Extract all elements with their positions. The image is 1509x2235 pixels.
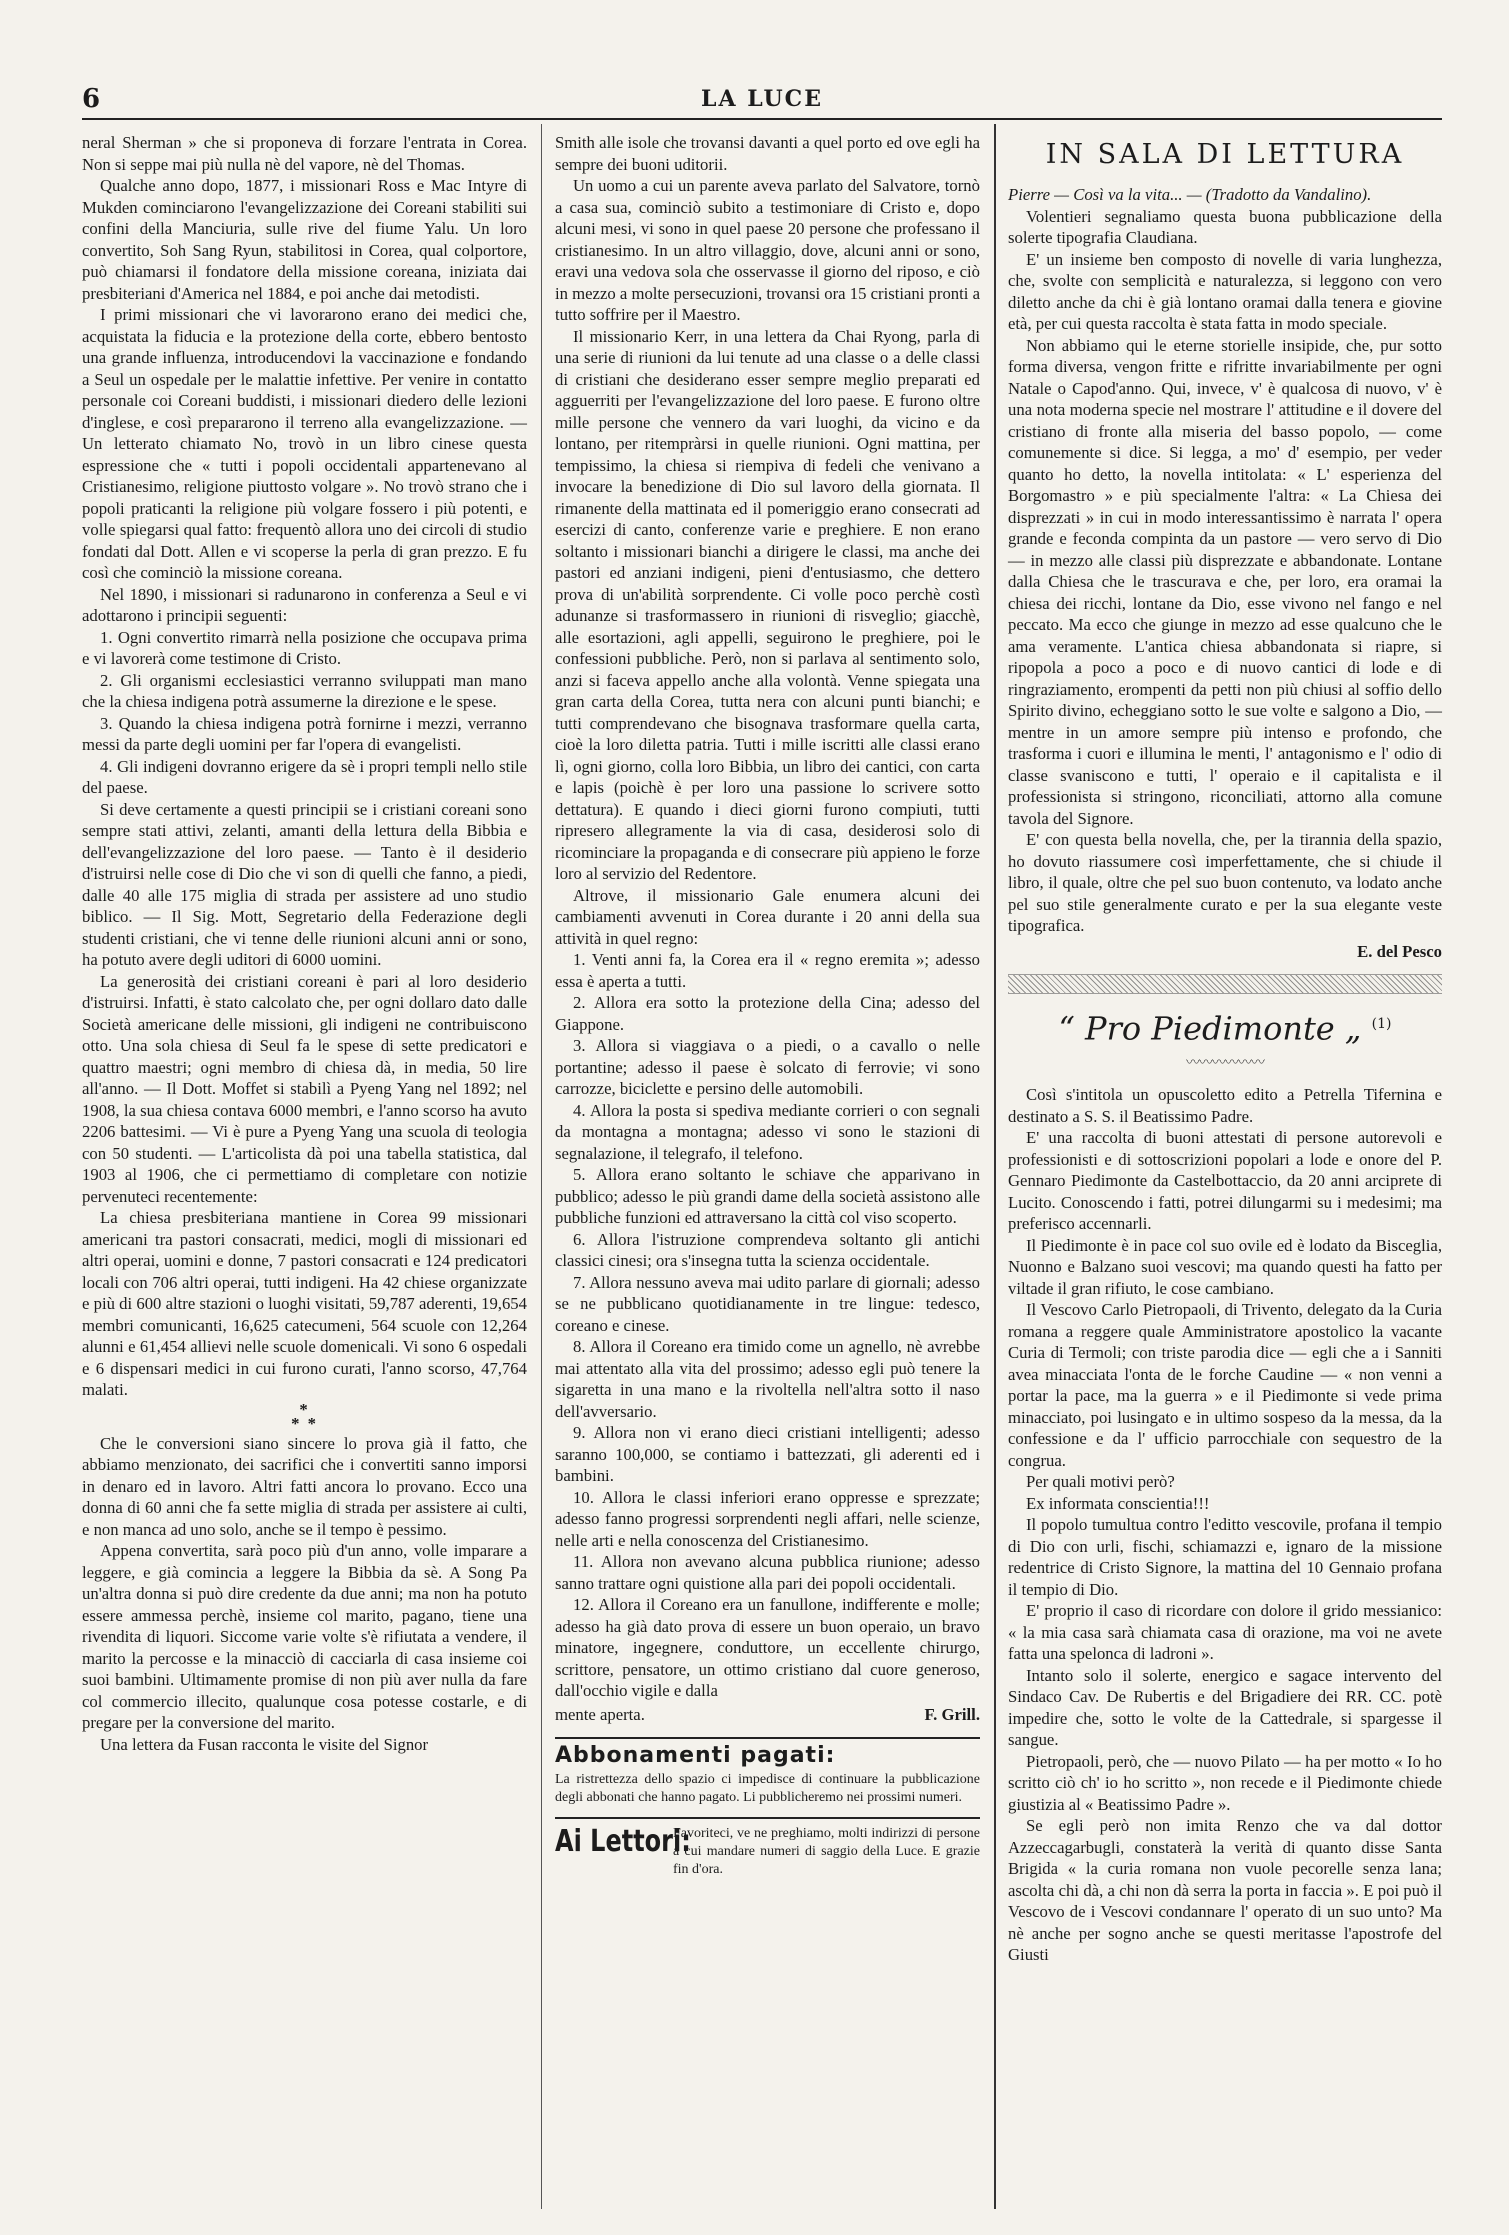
article-paragraph: Altrove, il missionario Gale enumera alcuni dei cambiamenti avvenuti in Corea durante i 20 anni della sua attività in quel regno: [555,885,980,948]
article-paragraph: Così s'intitola un opuscoletto edito a Petrella Tifernina e destinato a S. S. il Beatissimo Padre. [1008,1085,1442,1126]
pro-piedimonte-title: “ Pro Piedimonte „ [1058,1009,1362,1048]
article-paragraph: Smith alle isole che trovansi davanti a quel porto ed ove egli ha sempre dei buoni uditorii. [555,133,980,174]
article-paragraph: Il missionario Kerr, in una lettera da Chai Ryong, parla di una serie di riunioni da lui tenute ad una classe o a delle classi di cristiani che desiderano esser sempre meglio preparati ed agguerriti per l'evangelizzazione del loro paese. E furono oltre mille persone che vennero da vari luoghi, da vicino e da lontano, per ritempràrsi in quelle riunioni. Ogni mattina, per tempissimo, la chiesa si riempiva di fedeli che venivano a invocare la benedizione di Dio sul lavoro della giornata. Il rimanente della mattinata ed il pomeriggio erano consecrati ad esercizi di canto, conferenze varie e preghiere. E non erano soltanto i missionari bianchi a dirigere le classi, ma anche dei pastori ed anziani indigeni, pieni d'entusiasmo, che dettero prova di un'abilità sorprendente. Ci volle poco perchè costì adunanze si trasformassero in riunioni di risveglio; giacchè, alle esortazioni, agli appelli, seguirono le preghiere, poi le confessioni pubbliche. Però, non si parlava al sentimento solo, anzi si faceva appello anche alla volontà. Venne spiegata una gran carta della Corea, tutta nera con alcuni punti bianchi; e tutti comprendevano che bisognava trasformare quella carta, cioè la loro diletta patria. Tutti i mille iscritti alle classi erano lì, ogni giorno, colla loro Bibbia, un libro dei cantici, con carta e lapis (poichè è per loro una passione lo scrivere sotto dettatura). E quando i dieci giorni furono compiuti, tutti ripresero allegramente la via di casa, desiderosi solo di ricominciare la propaganda e di consecrare più appieno le forze loro al servizio del Redentore. [555,326,980,883]
list-item: 8. Allora il Coreano era timido come un agnello, nè avrebbe mai attentato alla vita del prossimo; adesso egli può tenere la sigaretta in una mano e la rivoltella nell'altra sotto il naso dell'avversario. [555,1337,980,1421]
lettori-text: Favoriteci, ve ne preghiamo, molti indirizzi di persone a cui mandare numeri di saggio della Luce. E grazie fin d'ora. [673,1825,980,1877]
column-1 [82,132,527,1755]
list-item: 4. Allora la posta si spediva mediante corrieri o con segnali da montagna a montagna; adesso vi sono le stazioni di segnalazione, il telegrafo, il telefono. [555,1100,980,1163]
article-paragraph: Volentieri segnaliamo questa buona pubblicazione della solerte tipografia Claudiana. [1008,206,1442,247]
list-item: 10. Allora le classi inferiori erano oppresse e sprezzate; adesso fanno progressi sorprendenti negli affari, nelle scienze, nelle arti e nella conoscenza del Cristianesimo. [555,1487,980,1550]
column-divider [541,124,542,2209]
article-paragraph: neral Sherman » che si proponeva di forzare l'entrata in Corea. Non si seppe mai più nulla nè del vapore, nè del Thomas. [82,133,527,174]
footnote-marker: (1) [1371,1016,1392,1032]
lettori-title: Ai Lettori: [555,1823,691,1859]
paper-title: LA LUCE [701,86,823,112]
article-paragraph: Si deve certamente a questi principii se i cristiani coreani sono sempre stati attivi, zelanti, amanti della lettura della Bibbia e dell'evangelizzazione del loro paese. — Tanto è il desiderio d'istruirsi nelle cose di Dio che vi son di quelli che fanno, a piedi, dalle 40 alle 175 miglia di strada per assistere ad uno studio biblico. — Il Sig. Mott, Segretario della Federazione degli studenti cristiani, che vi tenne delle riunioni alcuni anni or sono, ha potuto avere degli uditori di 6000 uomini. [82,799,527,969]
article-paragraph: Il Piedimonte è in pace col suo ovile ed è lodato da Bisceglia, Nuonno e Balzano suoi vescovi; ma quando questi ha fatto per viltade il gran rifiuto, le cose cambiano. [1008,1235,1442,1298]
page-number: 6 [82,84,101,114]
squiggle-ornament: 〰〰〰〰〰〰 [1186,1055,1264,1071]
signature-lead: mente aperta. [555,1704,645,1724]
column-2 [555,132,980,1879]
article-paragraph: Qualche anno dopo, 1877, i missionari Ross e Mac Intyre di Mukden cominciarono l'evangelizzazione dei Coreani stabiliti sui confini della Manciuria, sulle rive del fiume Yalu. Un loro convertito, Soh Sang Ryun, stabilitosi in Corea, qual colportore, può chiamarsi il fondatore della missione coreana, iniziata dai presbiteriani d'America nel 1884, e poi anche dai metodisti. [82,176,527,303]
article-paragraph: Una lettera da Fusan racconta le visite del Signor [100,1734,429,1754]
article-paragraph: Intanto solo il solerte, energico e sagace intervento del Sindaco Cav. De Rubertis e del Brigadiere dei RR. CC. potè impedire che, sotto le volte de la Cattedrale, si spargesse il sangue. [1008,1665,1442,1750]
list-item: 9. Allora non vi erano dieci cristiani intelligenti; adesso saranno 100,000, se contiamo i battezzati, gli aderenti ed i bambini. [555,1423,980,1485]
list-item: 1. Ogni convertito rimarrà nella posizione che occupava prima e vi lavorerà come testimone di Cristo. [82,627,527,668]
list-item: 1. Venti anni fa, la Corea era il « regno eremita »; adesso essa è aperta a tutti. [555,950,980,991]
masthead-rule [82,118,1442,120]
article-paragraph: Per quali motivi però? [1026,1472,1175,1492]
article-paragraph: E' un insieme ben composto di novelle di varia lunghezza, che, svolte con semplicità e naturalezza, si leggono con vero diletto anche da chi è già lontano oramai dalla tenera e giovine età, per cui questa raccolta è stata fatta in modo speciale. [1008,249,1442,333]
article-paragraph: E' con questa bella novella, che, per la tirannia della spazio, ho dovuto riassumere così imperfettamente, che si chiude il libro, il quale, oltre che pel suo buon contenuto, va lodato anche pel suo stile generalmente curato e per la sua elegante veste tipografica. [1008,830,1442,935]
article-paragraph: La chiesa presbiteriana mantiene in Corea 99 missionari americani tra pastori consacrati, medici, mogli di missionari ed altri operai, uomini e donne, 7 pastori consacrati e 124 predicatori locali con 706 altri operai, tutti indigeni. Ha 42 chiese organizzate e più di 600 altre stazioni o luoghi visitati, 59,787 aderenti, 19,654 membri comunicanti, 16,625 catecumeni, 564 scuole con 12,264 alunni e 61,454 allievi nelle scuole domenicali. Vi sono 6 ospedali e 6 dispensari medici in cui furono curati, l'anno scorso, 47,764 malati. [82,1208,527,1399]
article-paragraph: Nel 1890, i missionari si radunarono in conferenza a Seul e vi adottarono i principii seguenti: [82,584,527,625]
list-item: 7. Allora nessuno aveva mai udito parlare di giornali; adesso se ne pubblicano quotidianamente in tre lingue: tedesco, coreano e cinese. [555,1272,980,1335]
column-divider [994,124,996,2209]
article-paragraph: La generosità dei cristiani coreani è pari al loro desiderio d'istruirsi. Infatti, è stato calcolato che, per ogni dollaro dato dalle Società americane delle missioni, gli indigeni ne contribuiscono otto. Una sola chiesa di Seul fa le spese di sette predicatori e quattro maestri; ogni membro di chiesa dà, in media, 50 lire all'anno. — Il Dott. Moffet si stabilì a Pyeng Yang nel 1892; nel 1908, la sua chiesa contava 6000 membri, e l'anno scorso ha avuto 2206 battesimi. — Vi è pure a Pyeng Yang una scuola di teologia con 50 studenti. — L'articolista dà poi una tabella statistica, dal 1903 al 1906, che ci permettiamo di completare con notizie pervenuteci recentemente: [82,971,527,1206]
article-paragraph: E' una raccolta di buoni attestati di persone autorevoli e professionisti e di sottoscrizioni popolari a lode e onore del P. Gennaro Piedimonte da Castelbottaccio, da 20 anni arciprete di Lucito. Conoscendo i fatti, potrei dilungarmi su i medesimi; ma preferisco accennarli. [1008,1128,1442,1234]
article-paragraph: Appena convertita, sarà poco più d'un anno, volle imparare a leggere, e già comincia a leggere la Bibbia da sè. A Song Pa un'altra donna si può dire credente da due anni; ma non ha potuto essere ammessa perchè, insieme col marito, pagano, tiene una rivendita di liquori. Siccome varie volte s'è rifiutata a vendere, il marito la percosse e la minacciò di cacciarla di casa insieme coi suoi bambini. Ultimamente promise di non più aver nulla da fare col commercio illecito, qualunque cosa potesse costarle, e di pregare per la conversione del marito. [82,1541,527,1732]
article-signature [555,1704,980,1726]
list-item: 3. Allora si viaggiava o a piedi, o a cavallo o nelle portantine; adesso il paese è solcato di ferrovie; vi sono carrozze, biciclette e persino delle automobili. [555,1036,980,1098]
abbonamenti-text: La ristrettezza dello spazio ci impedisce di continuare la pubblicazione degli abbonati che hanno pagato. Li pubblicheremo nei prossimi numeri. [555,1771,980,1805]
article-paragraph: E' proprio il caso di ricordare con dolore il grido messianico: « la mia casa sarà chiamata casa di orazione, ma voi ne avete fatta una spelonca di ladroni ». [1008,1601,1442,1664]
lettori-box [555,1817,980,1879]
masthead [82,84,1442,114]
list-item: 12. Allora il Coreano era un fanullone, indifferente e molle; adesso ha già dato prova di essere un buon operaio, un bravo minatore, ingegnere, conduttore, un eccellente chirurgo, scrittore, pensatore, un ottimo cristiano dal cuore generoso, dall'occhio vigile e dalla [555,1595,980,1700]
column-3 [1008,132,1442,1966]
review-citation: Pierre — Così va la vita... — (Tradotto da Vandalino). [1008,185,1372,204]
abbonamenti-title: Abbonamenti pagati: [555,1743,836,1768]
article-paragraph: Se egli però non imita Renzo che va dal dottor Azzeccagarbugli, constaterà la verità di quanto disse Santa Brigida « la curia romana non vuole pecorelle senza lana; ascolta chi dà, a chi non dà serra la porta in faccia ». E poi può il Vescovo de i Vescovi condannare l' operato di un suo unto? Ma nè anche per sogno anche se questi meritasse l'apostrofe del Giusti [1008,1816,1442,1965]
article-paragraph: Che le conversioni siano sincere lo prova già il fatto, che abbiamo menzionato, dei sacrifici che i convertiti sanno imporsi in denaro ed in lavoro. Altri fatti ancora lo provano. Ecco una donna di 60 anni che fa sette miglia di strada per assistere ai culti, e non manca ad uno solo, anche se il tempo è pessimo. [82,1433,527,1539]
section-separator: * * * [291,1399,318,1433]
list-item: 2. Gli organismi ecclesiastici verranno sviluppati man mano che la chiesa indigena potrà assumerne la direzione e le spese. [82,670,527,711]
list-item: 3. Quando la chiesa indigena potrà fornirne i mezzi, verranno messi da parte degli uomini per far l'opera di evangelisti. [82,713,527,754]
list-item: 11. Allora non avevano alcuna pubblica riunione; adesso sanno trattare ogni quistione alla pari dei popoli occidentali. [555,1552,980,1593]
article-paragraph: Non abbiamo qui le eterne storielle insipide, che, pur sotto forma diversa, vengon fritte e rifritte invariabilmente per ogni Natale o Capod'anno. Qui, invece, v' è qualcosa di nuovo, v' è una nota moderna specie nel mostrare l' attitudine e il dovere del cristiano di fronte alla miseria del basso popolo, — come comunemente si dice. Si legga, a mo' d' esempio, per veder quanto ho detto, la novella intitolata: « L' esperienza del Borgomastro » e più specialmente l'altra: « La Chiesa dei disprezzati » in cui in modo interessantissimo è narrata l' opera grande e feconda compinta da un pastore — vero servo di Dio — in mezzo alle classi più disprezzate e abbandonate. Lontane dalla Chiesa che le trascurava e che, per loro, era oramai la chiesa dei ricchi, lontane da Dio, esse vivono nel fango e nel peccato. Ma ecco che giunge in mezzo ad esse qualcuno che le ama veramente. L'antica chiesa abbandonata si riapre, si ripopola a poco a poco e di nuovo cantici di lode e di ringraziamento, erompenti da petti non più chiusi al soffio dello Spirito divino, echeggiano sotto le sue volte e salgono a Dio, — mentre in un amore sempre più intenso e profondo, che trasforma i cuori e illumina le menti, l' antagonismo e l' odio di classe svaniscono e tutti, l' operaio e il capitalista e il professionista si stringono, riconciliati, attorno alla comune tavola del Signore. [1008,335,1442,828]
ornamental-rule [1008,974,1442,994]
list-item: 5. Allora erano soltanto le schiave che apparivano in pubblico; adesso le più grandi dame della società assistono alle pubbliche funzioni ed attraversano la città col viso scoperto. [555,1165,980,1227]
list-item: 2. Allora era sotto la protezione della Cina; adesso del Giappone. [555,993,980,1034]
abbonamenti-box [555,1737,980,1807]
article-paragraph: Ex informata conscientia!!! [1026,1493,1210,1513]
author-signature: F. Grill. [924,1704,980,1724]
article-paragraph: I primi missionari che vi lavorarono erano dei medici che, acquistata la fiducia e la protezione della corte, ebbero bentosto una grande influenza, introducendovi la vaccinazione e fondando a Seul un ospedale per le malattie infettive. Per venire in contatto personale coi Coreani buddisti, i missionari diedero delle lezioni d'inglese, e così prepararono il terreno alla evangelizzazione. — Un letterato chiamato No, trovò in un libro cinese questa espressione che « tutti i popoli occidentali appartenevano al Cristianesimo, religione piuttosto volgare ». No trovò strano che i popoli praticanti la religione più volgare fossero i più potenti, e volle spiegarsi qual fatto: frequentò allora uno dei circoli di studio fondati dal Dott. Allen e vi scoperse la perla di gran prezzo. E fu così che cominciò la missione coreana. [82,305,527,582]
article-paragraph: Un uomo a cui un parente aveva parlato del Salvatore, tornò a casa sua, cominciò subito a testimoniare di Cristo e, dopo alcuni mesi, vi sono in quel paese 20 persone che professano il cristianesimo. In un altro villaggio, dove, alcuni anni or sono, eravi una vedova sola che osservasse il giorno del riposo, e ciò in mezzo a molte persecuzioni, trovansi ora 15 cristiani pronti a tutto soffrire per il Maestro. [555,176,980,324]
reviewer-signature: E. del Pesco [1357,941,1442,961]
article-paragraph: Il Vescovo Carlo Pietropaoli, di Trivento, delegato da la Curia romana a reggere quale Amministratore apostolico la vacante Curia di Termoli; con triste parodia dice — egli che a i Sanniti avea minacciata l'onta de le forche Caudine — « non venni a portar la pace, ma la guerra » e il Piedimonte si vede prima minacciato, poi lusingato e in ultimo sospeso da la messa, da la confessione e da l' ufficio parrocchiale con sequestro de la congrua. [1008,1300,1442,1470]
pro-piedimonte-heading [1008,1004,1442,1049]
article-paragraph: Pietropaoli, però, che — nuovo Pilato — ha per motto « Io ho scritto ciò ch' io ho scritto », non recede e il Piedimonte chiede giustizia al « Beatissimo Padre ». [1008,1751,1442,1814]
list-item: 4. Gli indigeni dovranno erigere da sè i propri templi nello stile del paese. [82,756,527,797]
list-item: 6. Allora l'istruzione comprendeva soltanto gli antichi classici cinesi; ora s'insegna tutta la scienza occidentale. [555,1229,980,1270]
section-heading: IN SALA DI LETTURA [1045,139,1405,170]
article-paragraph: Il popolo tumultua contro l'editto vescovile, profana il tempio di Dio con urli, fischi, schiamazzi e, ignaro de la missione redentrice di Cristo Signore, la mattina del 10 Gennaio profana il tempio di Dio. [1008,1515,1442,1599]
